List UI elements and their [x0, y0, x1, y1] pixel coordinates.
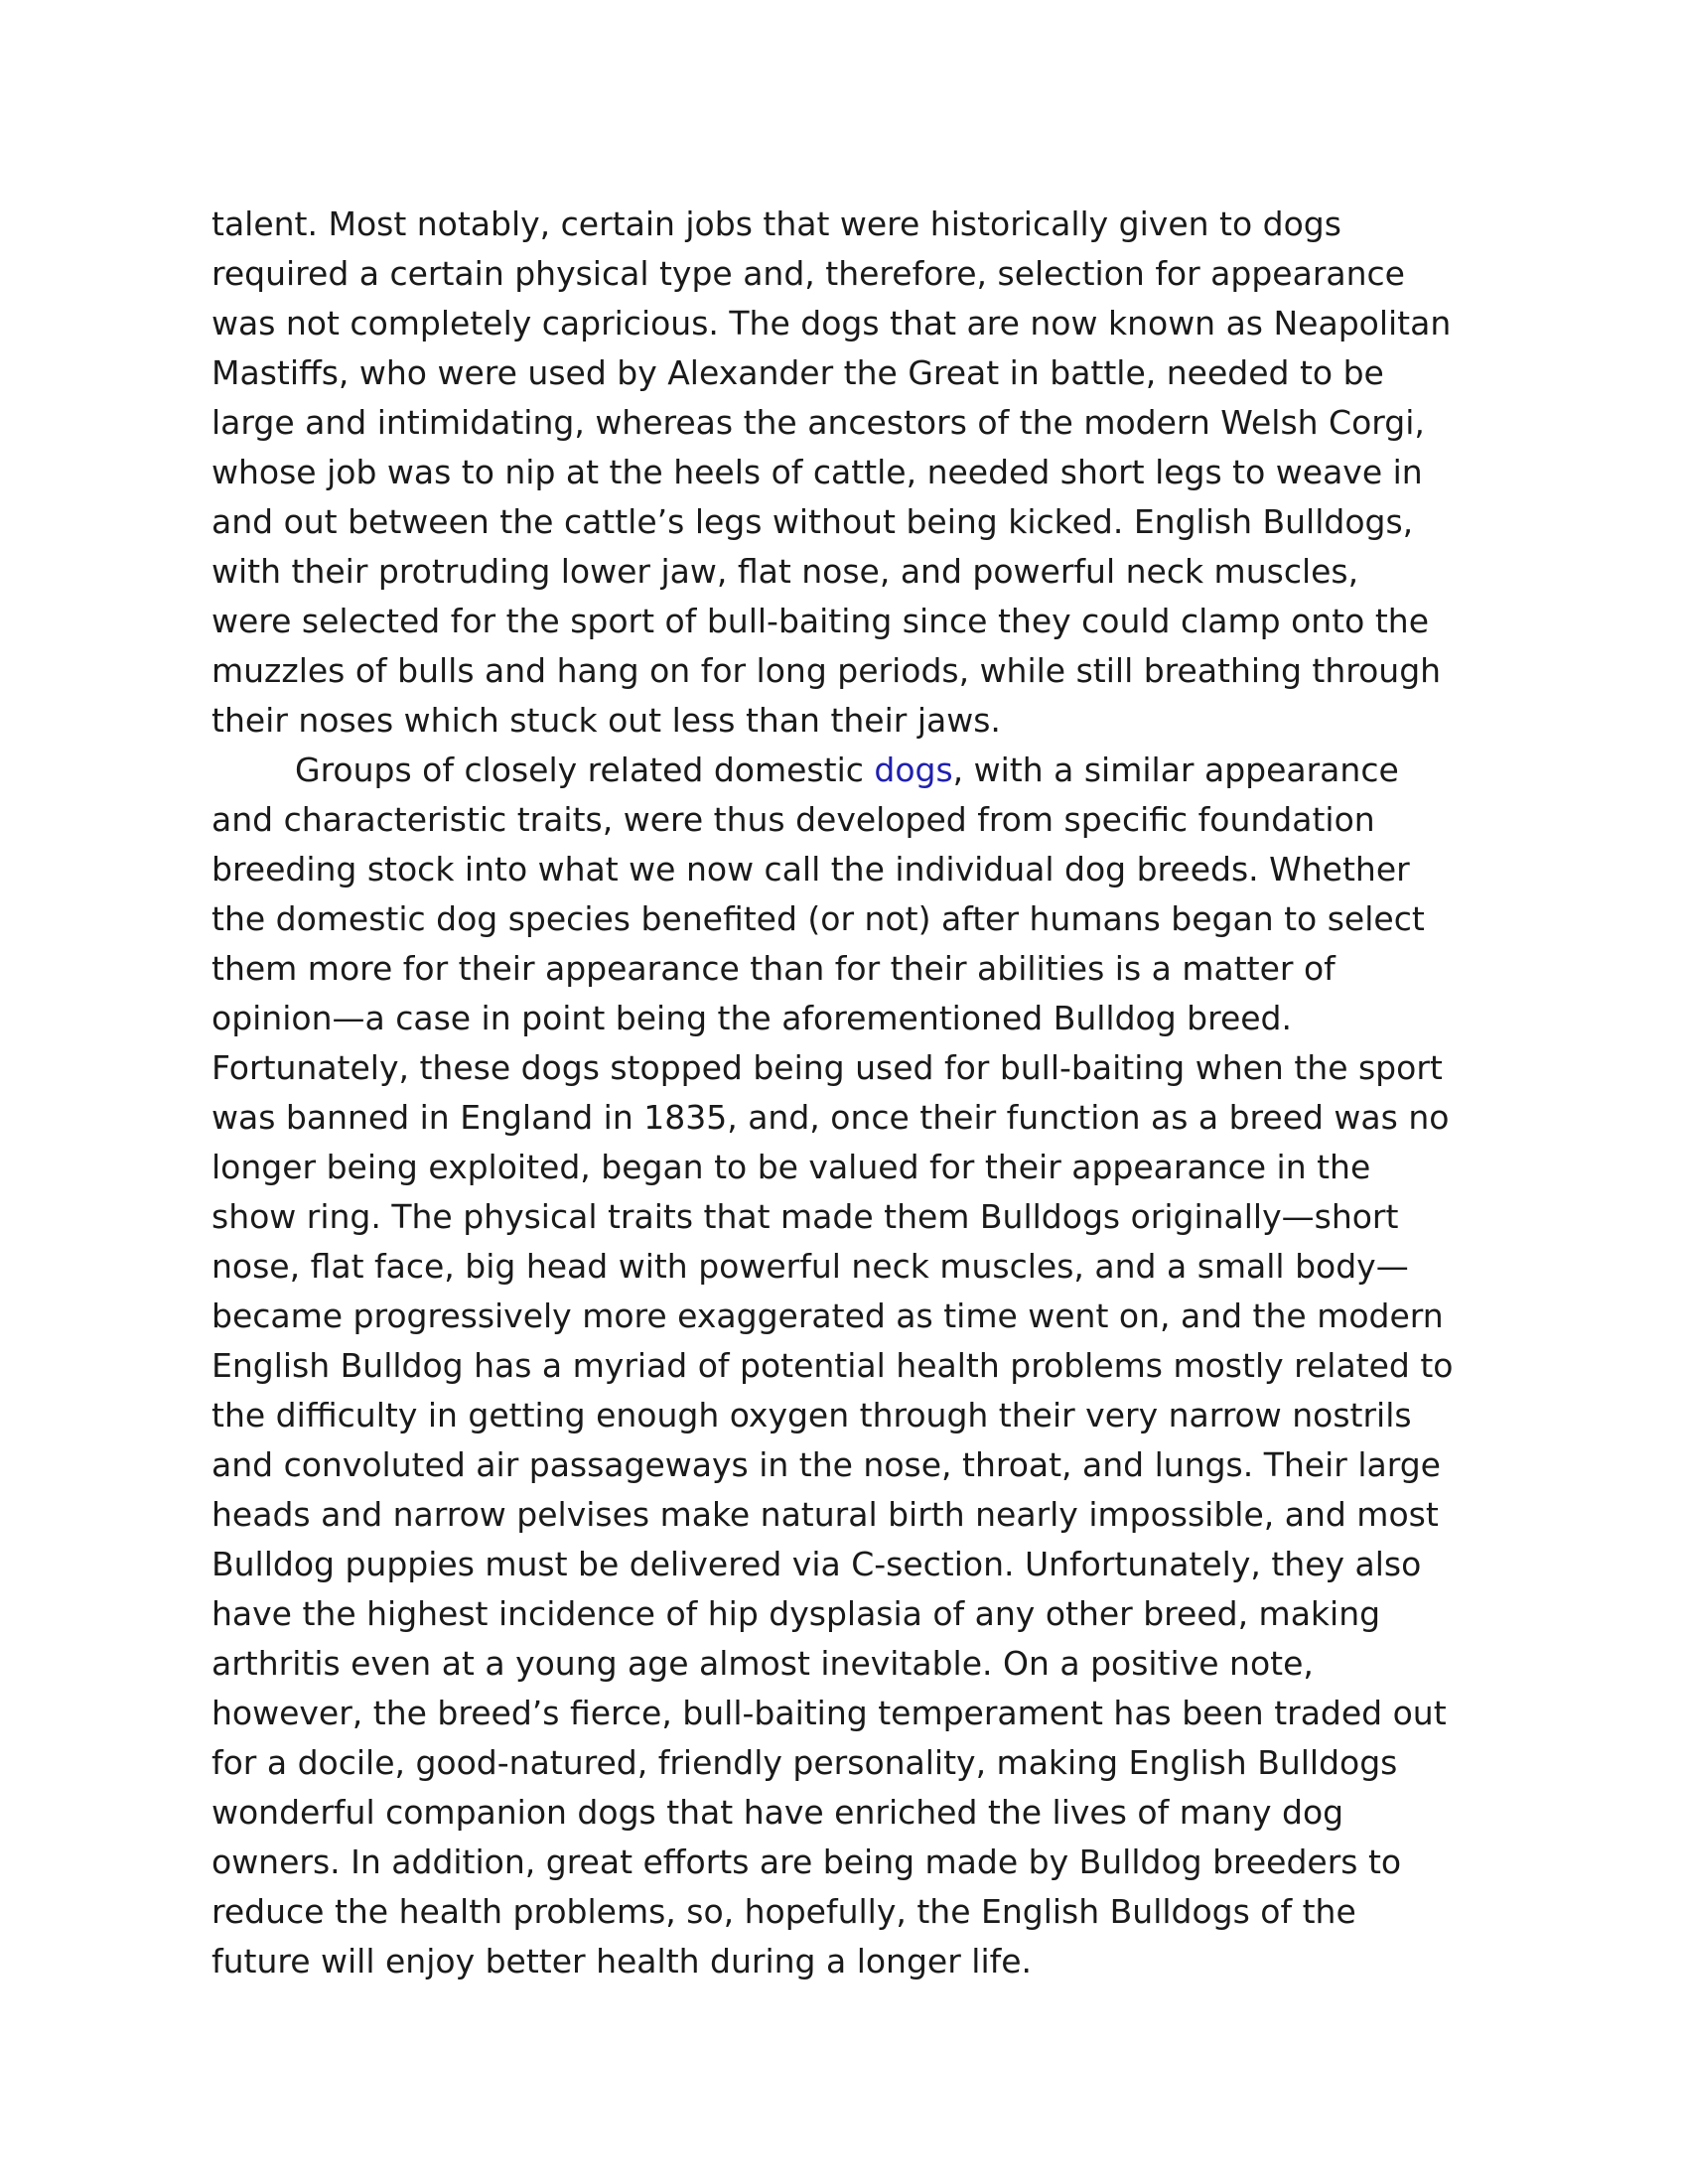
- text-line: however, the breed’s fierce, bull-baiting temperament has been traded out: [211, 1694, 1447, 1732]
- text-line: breeding stock into what we now call the individual dog breeds. Whether: [211, 850, 1410, 888]
- text-line: large and intimidating, whereas the ancestors of the modern Welsh Corgi,: [211, 403, 1425, 442]
- text-line: the difficulty in getting enough oxygen through their very narrow nostrils: [211, 1396, 1412, 1434]
- text-line: for a docile, good-natured, friendly personality, making English Bulldogs: [211, 1743, 1398, 1782]
- text-line: show ring. The physical traits that made them Bulldogs originally—short: [211, 1197, 1399, 1236]
- text-line: English Bulldog has a myriad of potential health problems mostly related to: [211, 1346, 1454, 1385]
- text-line: and out between the cattle’s legs without being kicked. English Bulldogs,: [211, 502, 1414, 541]
- dogs-link[interactable]: dogs: [874, 751, 953, 789]
- text-line: Bulldog puppies must be delivered via C-section. Unfortunately, they also: [211, 1545, 1422, 1583]
- text-line: longer being exploited, began to be valued for their appearance in the: [211, 1148, 1371, 1186]
- text-line: talent. Most notably, certain jobs that were historically given to dogs: [211, 205, 1341, 243]
- text-line-first: [211, 746, 1502, 795]
- text-line: arthritis even at a young age almost inevitable. On a positive note,: [211, 1644, 1314, 1683]
- text-line: heads and narrow pelvises make natural birth nearly impossible, and most: [211, 1495, 1439, 1534]
- text-line: required a certain physical type and, therefore, selection for appearance: [211, 254, 1405, 293]
- body-text: [211, 200, 1502, 1986]
- text-line: them more for their appearance than for their abilities is a matter of: [211, 949, 1336, 988]
- text-line: opinion—a case in point being the aforementioned Bulldog breed.: [211, 999, 1292, 1037]
- text-line: was not completely capricious. The dogs that are now known as Neapolitan: [211, 304, 1452, 342]
- text-line: muzzles of bulls and hang on for long periods, while still breathing through: [211, 651, 1442, 690]
- text-line: their noses which stuck out less than their jaws.: [211, 701, 1001, 740]
- text-line: the domestic dog species benefited (or not) after humans began to select: [211, 899, 1425, 938]
- paragraph-1: [211, 200, 1502, 746]
- text-line: nose, flat face, big head with powerful neck muscles, and a small body—: [211, 1247, 1409, 1286]
- text-line: Mastiffs, who were used by Alexander the Great in battle, needed to be: [211, 353, 1384, 392]
- text-line: future will enjoy better health during a longer life.: [211, 1942, 1033, 1980]
- text-line: wonderful companion dogs that have enriched the lives of many dog: [211, 1793, 1344, 1832]
- text-line: reduce the health problems, so, hopefully, the English Bulldogs of the: [211, 1892, 1356, 1931]
- text-segment: , with a similar appearance: [952, 751, 1399, 789]
- text-line: owners. In addition, great efforts are being made by Bulldog breeders to: [211, 1843, 1402, 1881]
- text-segment: Groups of closely related domestic: [295, 751, 875, 789]
- text-line: have the highest incidence of hip dysplasia of any other breed, making: [211, 1594, 1381, 1633]
- text-line: became progressively more exaggerated as time went on, and the modern: [211, 1297, 1444, 1335]
- text-line: and convoluted air passageways in the nose, throat, and lungs. Their large: [211, 1445, 1441, 1484]
- text-line: with their protruding lower jaw, flat nose, and powerful neck muscles,: [211, 552, 1359, 591]
- paragraph-2: [211, 746, 1502, 1986]
- text-line: Fortunately, these dogs stopped being used for bull-baiting when the sport: [211, 1048, 1443, 1087]
- text-line: were selected for the sport of bull-baiting since they could clamp onto the: [211, 602, 1429, 640]
- text-line: and characteristic traits, were thus developed from specific foundation: [211, 800, 1375, 839]
- text-line: whose job was to nip at the heels of cattle, needed short legs to weave in: [211, 453, 1423, 491]
- text-line: was banned in England in 1835, and, once their function as a breed was no: [211, 1098, 1450, 1137]
